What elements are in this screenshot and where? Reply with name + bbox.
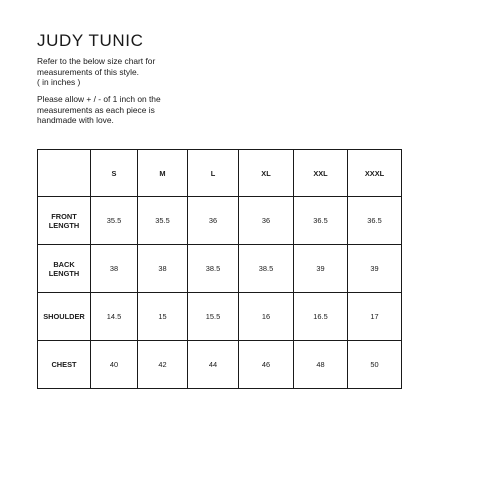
row-label-line: CHEST [51, 360, 77, 369]
row-label-line: SHOULDER [43, 312, 85, 321]
row-label-line: LENGTH [48, 220, 80, 230]
row-label-line: BACK [53, 259, 75, 269]
measurement-cell: 16.5 [294, 293, 348, 341]
measurement-cell: 38.5 [239, 245, 294, 293]
page-title: JUDY TUNIC [37, 31, 144, 50]
measurement-cell: 46 [239, 341, 294, 389]
size-header: XL [239, 150, 294, 197]
measurement-cell: 42 [138, 341, 188, 389]
measurement-cell: 36.5 [348, 197, 402, 245]
measurement-cell: 36 [239, 197, 294, 245]
corner-cell [38, 150, 91, 197]
measurement-cell: 36.5 [294, 197, 348, 245]
measurement-cell: 36 [188, 197, 239, 245]
size-header: XXL [294, 150, 348, 197]
note-line: handmade with love. [37, 115, 114, 125]
measurement-cell: 44 [188, 341, 239, 389]
measurement-cell: 14.5 [91, 293, 138, 341]
table-row [38, 293, 402, 341]
note-line: Please allow + / - of 1 inch on the [37, 94, 161, 104]
row-label [38, 197, 91, 245]
size-chart-table [37, 149, 402, 389]
size-header: M [138, 150, 188, 197]
size-chart-note [37, 56, 187, 88]
measurement-cell: 39 [348, 245, 402, 293]
measurement-cell: 39 [294, 245, 348, 293]
size-header: S [91, 150, 138, 197]
table-row [38, 341, 402, 389]
row-label-line: LENGTH [48, 268, 80, 278]
measurement-cell: 35.5 [91, 197, 138, 245]
measurement-cell: 38.5 [188, 245, 239, 293]
measurement-cell: 15 [138, 293, 188, 341]
note-line: ( in inches ) [37, 77, 81, 87]
size-header: L [188, 150, 239, 197]
size-header-row [38, 150, 402, 197]
table-row [38, 197, 402, 245]
row-label [38, 341, 91, 389]
measurement-cell: 17 [348, 293, 402, 341]
measurement-cell: 50 [348, 341, 402, 389]
size-header: XXXL [348, 150, 402, 197]
row-label-line: FRONT [51, 211, 77, 221]
table-row [38, 245, 402, 293]
measurement-cell: 38 [91, 245, 138, 293]
measurement-cell: 16 [239, 293, 294, 341]
measurement-cell: 35.5 [138, 197, 188, 245]
measurement-cell: 38 [138, 245, 188, 293]
note-line: measurements as each piece is [37, 104, 155, 115]
tolerance-note [37, 94, 187, 126]
note-line: Refer to the below size chart for [37, 56, 156, 66]
measurement-cell: 40 [91, 341, 138, 389]
row-label [38, 245, 91, 293]
measurement-cell: 15.5 [188, 293, 239, 341]
row-label [38, 293, 91, 341]
measurement-cell: 48 [294, 341, 348, 389]
note-line: measurements of this style. [37, 66, 139, 77]
